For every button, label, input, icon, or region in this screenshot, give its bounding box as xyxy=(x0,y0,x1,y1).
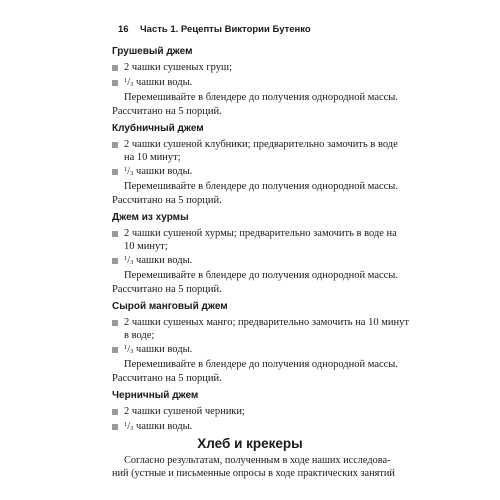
ingredient-water: $^1/_3$ чашки воды. xyxy=(124,255,193,266)
ingredient-line: 2 чашки сушеных манго; предварительно замочить на 10 минут xyxy=(124,317,409,328)
ingredient-line: 2 чашки сушеной хурмы; предварительно замочить в воде на xyxy=(124,228,397,239)
fraction-one-third: $^1/_3$ xyxy=(124,344,134,355)
bullet-square-icon xyxy=(112,65,118,71)
ingredient-water: $^1/_3$ чашки воды. xyxy=(124,166,193,177)
bullet-square-icon xyxy=(112,169,118,175)
servings-text: Рассчитано на 5 порций. xyxy=(112,106,222,117)
recipe-title-pear: Грушевый джем xyxy=(112,46,193,57)
ingredient-line: 2 чашки сушеной клубники; предварительно замочить в воде xyxy=(124,139,398,150)
ingredient-line: 2 чашки сушеных груш; xyxy=(124,62,232,73)
fraction-one-third: $^1/_3$ xyxy=(124,77,134,88)
bullet-square-icon xyxy=(112,424,118,430)
ingredient-water: $^1/_3$ чашки воды. xyxy=(124,344,193,355)
bullet-square-icon xyxy=(112,142,118,148)
servings-text: Рассчитано на 5 порций. xyxy=(112,284,222,295)
recipe-title-strawberry: Клубничный джем xyxy=(112,123,204,134)
running-title: Часть 1. Рецепты Виктории Бутенко xyxy=(140,24,311,35)
bullet-square-icon xyxy=(112,80,118,86)
bullet-square-icon xyxy=(112,231,118,237)
section-title: Хлеб и крекеры xyxy=(197,436,303,451)
instruction-text: Перемешивайте в блендере до получения однородной массы. xyxy=(124,92,398,103)
instruction-text: Перемешивайте в блендере до получения однородной массы. xyxy=(124,359,398,370)
ingredient-line-cont: в воде; xyxy=(124,330,155,341)
instruction-text: Перемешивайте в блендере до получения однородной массы. xyxy=(124,270,398,281)
ingredient-line-cont: на 10 минут; xyxy=(124,152,181,163)
page-number: 16 xyxy=(118,24,129,35)
recipe-title-persimmon: Джем из хурмы xyxy=(112,212,189,223)
recipe-title-blueberry: Черничный джем xyxy=(112,390,199,401)
paragraph-line: Согласно результатам, полученным в ходе наших исследова- xyxy=(124,455,391,466)
fraction-one-third: $^1/_3$ xyxy=(124,255,134,266)
recipe-title-mango: Сырой манговый джем xyxy=(112,301,228,312)
paragraph-line: ний (устные и письменные опросы в ходе практических занятий xyxy=(112,468,395,479)
ingredient-water: $^1/_3$ чашки воды. xyxy=(124,77,193,88)
bullet-square-icon xyxy=(112,320,118,326)
ingredient-line: 2 чашки сушеной черники; xyxy=(124,406,245,417)
servings-text: Рассчитано на 5 порций. xyxy=(112,195,222,206)
ingredient-water: $^1/_3$ чашки воды. xyxy=(124,421,193,432)
bullet-square-icon xyxy=(112,258,118,264)
ingredient-line-cont: 10 минут; xyxy=(124,241,168,252)
bullet-square-icon xyxy=(112,347,118,353)
bullet-square-icon xyxy=(112,409,118,415)
servings-text: Рассчитано на 5 порций. xyxy=(112,373,222,384)
fraction-one-third: $^1/_3$ xyxy=(124,421,134,432)
instruction-text: Перемешивайте в блендере до получения однородной массы. xyxy=(124,181,398,192)
running-header xyxy=(118,23,418,37)
fraction-one-third: $^1/_3$ xyxy=(124,166,134,177)
